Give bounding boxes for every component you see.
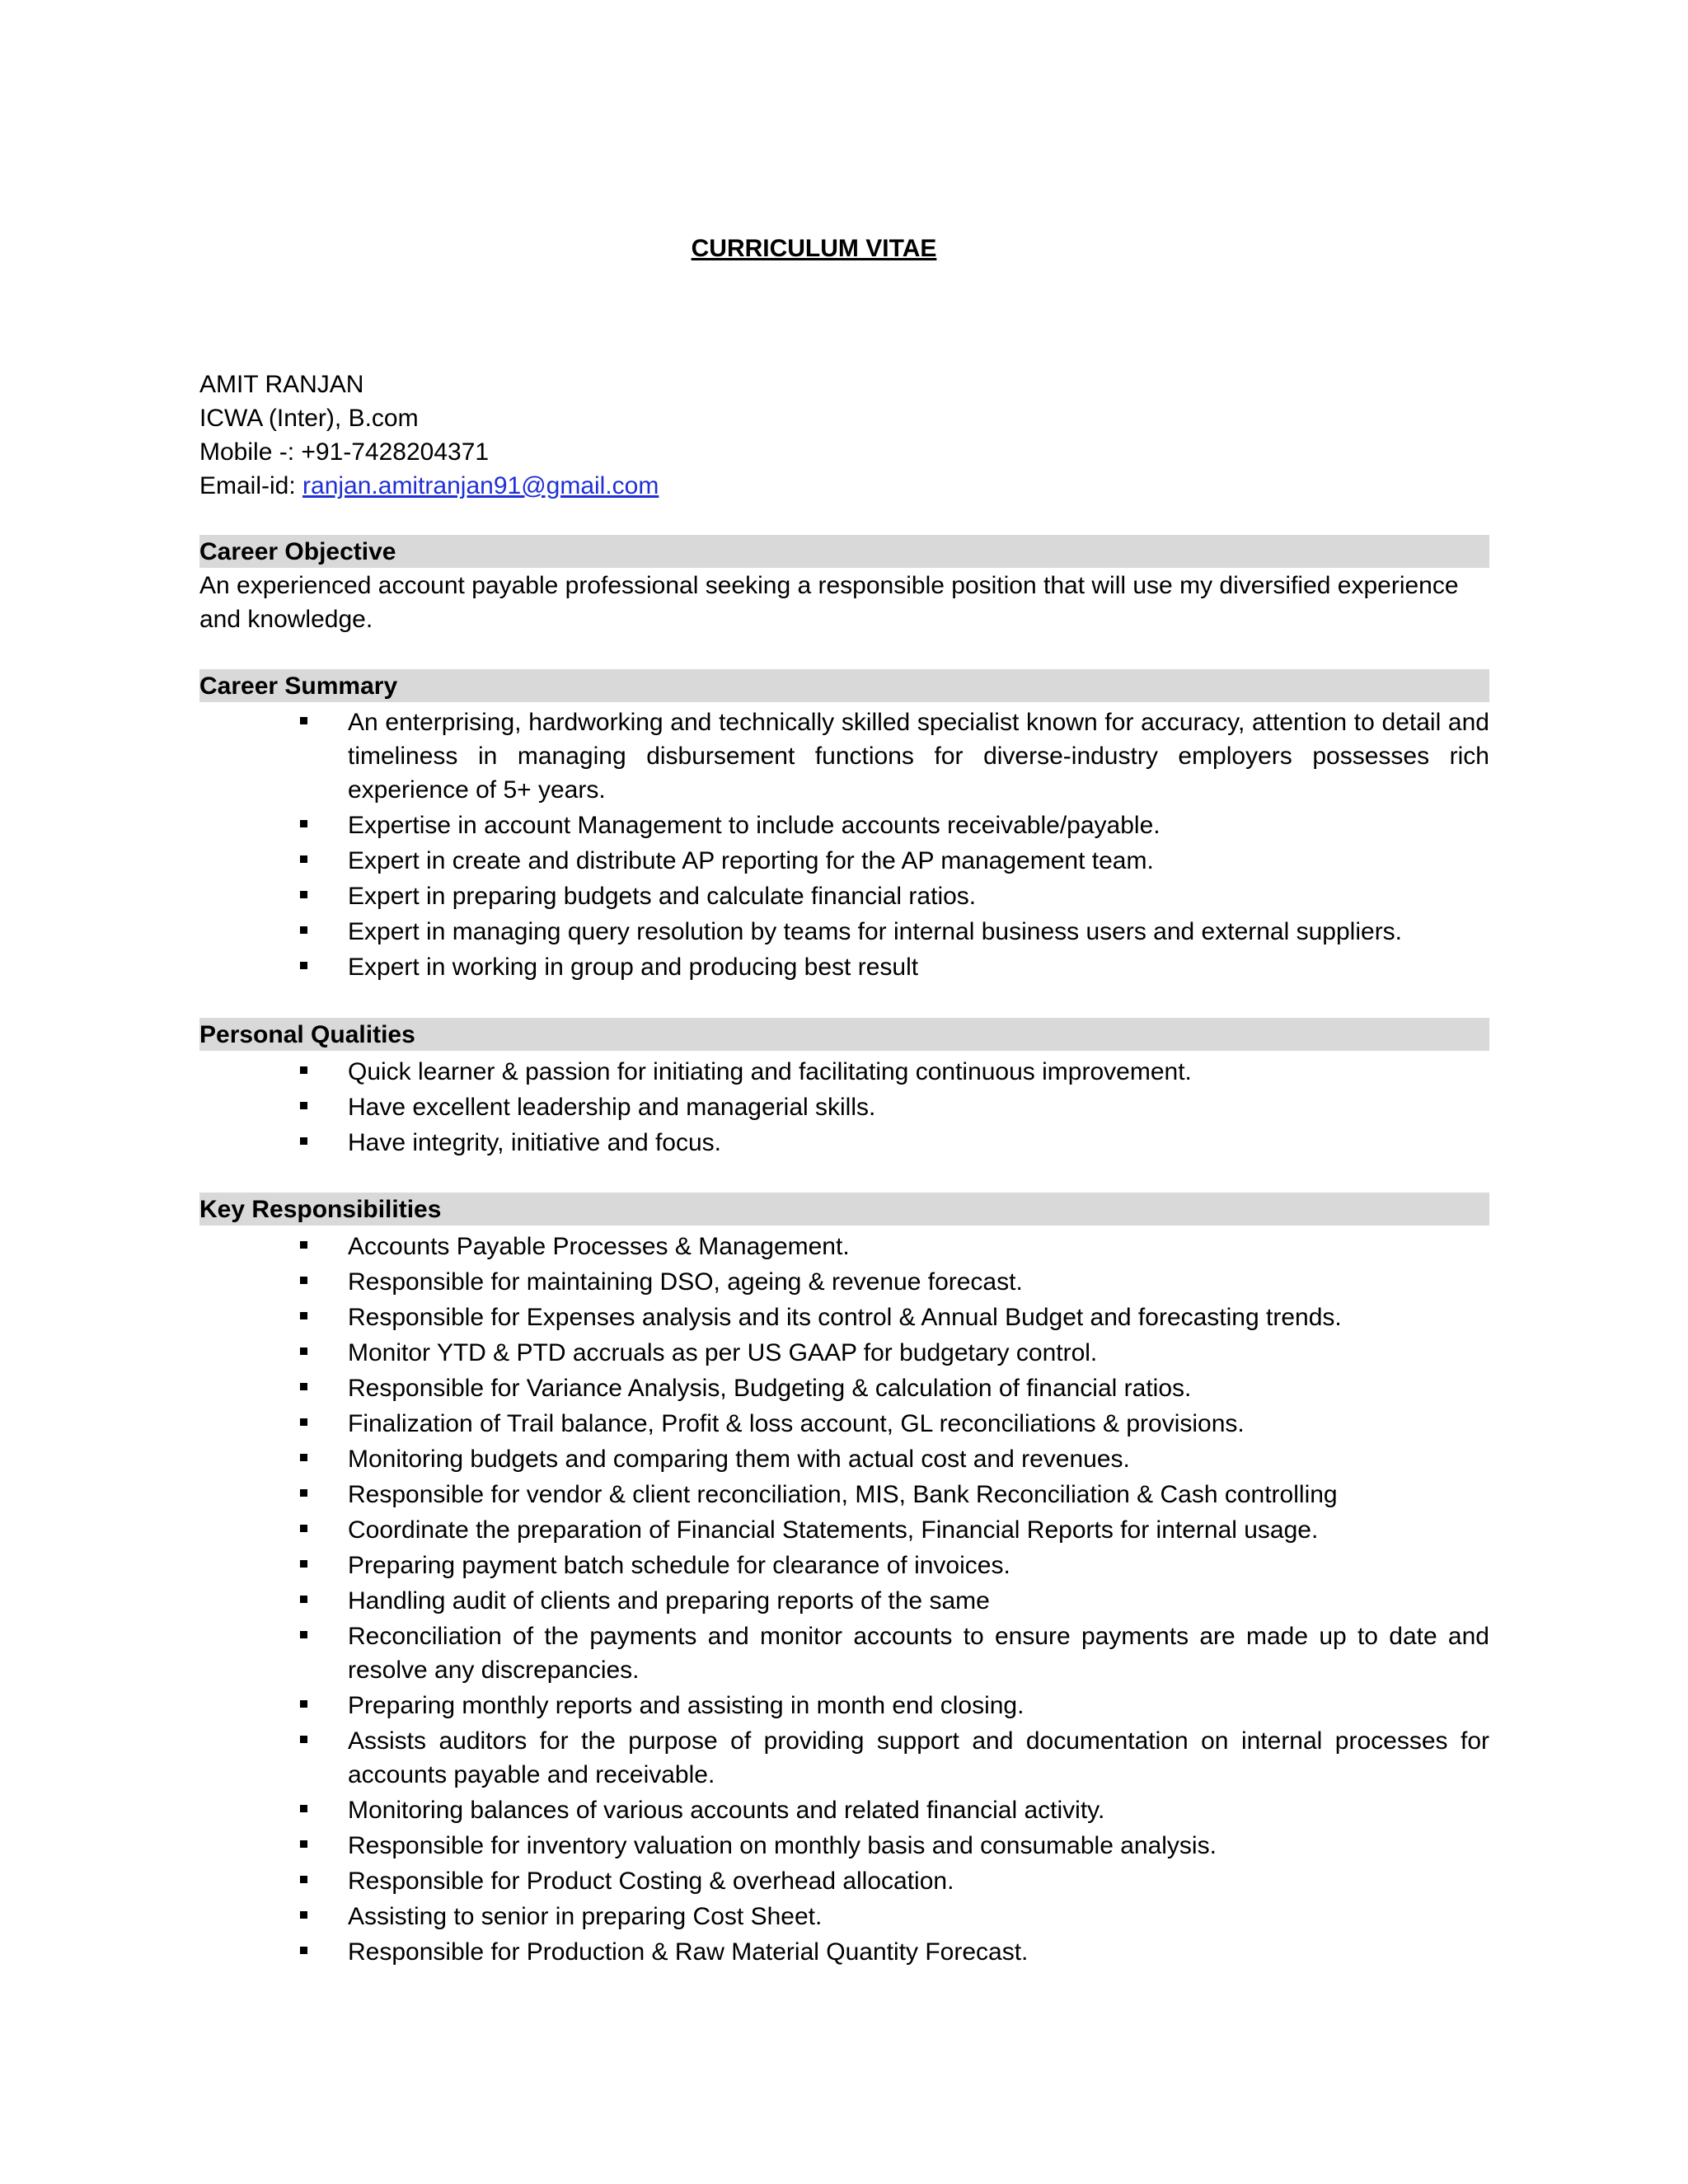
bullet-icon (300, 1277, 307, 1284)
bullet-icon (300, 891, 307, 898)
list-item-text: Expertise in account Management to include accounts receivable/payable. (348, 812, 1160, 839)
list-item (199, 1689, 1489, 1722)
bullet-icon (300, 1805, 307, 1812)
section-header-personal-qualities: Personal Qualities (199, 1018, 1489, 1051)
mobile-number: Mobile -: +91-7428204371 (199, 438, 490, 466)
list-item-text: Responsible for Production & Raw Material Quantity Forecast. (348, 1938, 1029, 1966)
list-item-text: Handling audit of clients and preparing reports of the same (348, 1587, 990, 1615)
bullet-icon (300, 962, 307, 969)
list-item-text: Reconciliation of the payments and monitor accounts to ensure payments are made up to date and resolve any discrepancies. (348, 1623, 1489, 1684)
bullet-icon (300, 717, 307, 724)
bullet-icon (300, 1911, 307, 1919)
list-item-text: Expert in create and distribute AP reporting for the AP management team. (348, 847, 1154, 874)
email-link[interactable]: ranjan.amitranjan91@gmail.com (302, 472, 659, 499)
list-item (199, 1230, 1489, 1263)
qualification: ICWA (Inter), B.com (199, 405, 419, 432)
list-item-text: Expert in working in group and producing best result (348, 954, 919, 981)
email-line (199, 469, 659, 503)
list-item-text: Accounts Payable Processes & Management. (348, 1233, 850, 1260)
list-item (199, 1301, 1489, 1334)
list-item-text: Responsible for inventory valuation on monthly basis and consumable analysis. (348, 1832, 1217, 1859)
list-item (199, 1336, 1489, 1370)
bullet-icon (300, 1418, 307, 1426)
list-item (199, 1829, 1489, 1863)
list-item-text: Expert in preparing budgets and calculate financial ratios. (348, 883, 977, 910)
bullet-icon (300, 1876, 307, 1883)
bullet-icon (300, 1241, 307, 1249)
personal-qualities-list (199, 1055, 1489, 1161)
list-item-text: An enterprising, hardworking and technically skilled specialist known for accuracy, attention to detail and timeliness in managing disbursement functions for diverse-industry employers possesses rich experience of 5+ years. (348, 709, 1489, 804)
list-item (199, 844, 1489, 878)
bullet-icon (300, 1947, 307, 1954)
list-item (199, 950, 1489, 984)
list-item (199, 1900, 1489, 1933)
list-item-text: Monitor YTD & PTD accruals as per US GAAP for budgetary control. (348, 1339, 1098, 1366)
list-item (199, 1407, 1489, 1441)
contact-block (199, 368, 659, 503)
email-label: Email-id: (199, 472, 303, 499)
list-item-text: Finalization of Trail balance, Profit & loss account, GL reconciliations & provisions. (348, 1410, 1245, 1437)
list-item-text: Responsible for vendor & client reconciliation, MIS, Bank Reconciliation & Cash controlling (348, 1481, 1338, 1508)
bullet-icon (300, 1489, 307, 1497)
list-item (199, 1793, 1489, 1827)
bullet-icon (300, 1347, 307, 1355)
list-item-text: Preparing payment batch schedule for clearance of invoices. (348, 1552, 1010, 1579)
list-item-text: Assists auditors for the purpose of providing support and documentation on internal processes for accounts payable and receivable. (348, 1727, 1489, 1788)
bullet-icon (300, 1137, 307, 1145)
list-item (199, 1126, 1489, 1160)
bullet-icon (300, 1066, 307, 1074)
section-header-career-summary: Career Summary (199, 669, 1489, 702)
career-summary-list (199, 705, 1489, 986)
list-item-text: Responsible for Product Costing & overhead allocation. (348, 1868, 954, 1895)
list-item (199, 879, 1489, 913)
list-item (199, 1513, 1489, 1547)
bullet-icon (300, 820, 307, 827)
list-item (199, 1442, 1489, 1476)
bullet-icon (300, 1596, 307, 1603)
list-item-text: Assisting to senior in preparing Cost Sheet. (348, 1903, 823, 1930)
list-item (199, 1265, 1489, 1299)
list-item (199, 1478, 1489, 1511)
list-item-text: Preparing monthly reports and assisting in month end closing. (348, 1692, 1025, 1719)
list-item (199, 1090, 1489, 1124)
bullet-icon (300, 1525, 307, 1532)
list-item-text: Responsible for Expenses analysis and its control & Annual Budget and forecasting trends. (348, 1304, 1342, 1331)
career-objective-text: An experienced account payable professional seeking a responsible position that will use my diversified experience and knowledge. (199, 572, 1459, 633)
list-item-text: Responsible for Variance Analysis, Budgeting & calculation of financial ratios. (348, 1375, 1192, 1402)
list-item (199, 915, 1489, 949)
list-item (199, 1584, 1489, 1618)
section-header-key-responsibilities: Key Responsibilities (199, 1193, 1489, 1226)
bullet-icon (300, 1631, 307, 1638)
list-item-text: Expert in managing query resolution by teams for internal business users and external suppliers. (348, 918, 1403, 945)
list-item (199, 1935, 1489, 1969)
bullet-icon (300, 1312, 307, 1319)
list-item-text: Have integrity, initiative and focus. (348, 1129, 722, 1156)
list-item (199, 1055, 1489, 1089)
bullet-icon (300, 1560, 307, 1568)
list-item (199, 1371, 1489, 1405)
list-item (199, 705, 1489, 807)
bullet-icon (300, 926, 307, 934)
list-item (199, 1549, 1489, 1582)
bullet-icon (300, 1736, 307, 1743)
bullet-icon (300, 855, 307, 863)
key-responsibilities-list (199, 1230, 1489, 1971)
bullet-icon (300, 1102, 307, 1109)
bullet-icon (300, 1700, 307, 1708)
bullet-icon (300, 1840, 307, 1848)
list-item (199, 808, 1489, 842)
list-item (199, 1864, 1489, 1898)
list-item-text: Quick learner & passion for initiating and facilitating continuous improvement. (348, 1058, 1192, 1085)
list-item-text: Have excellent leadership and managerial skills. (348, 1094, 876, 1121)
candidate-name: AMIT RANJAN (199, 371, 364, 398)
bullet-icon (300, 1383, 307, 1390)
list-item-text: Monitoring budgets and comparing them with actual cost and revenues. (348, 1446, 1130, 1473)
section-header-career-objective: Career Objective (199, 535, 1489, 568)
bullet-icon (300, 1454, 307, 1461)
list-item-text: Monitoring balances of various accounts and related financial activity. (348, 1797, 1105, 1824)
document-title: CURRICULUM VITAE (691, 235, 937, 262)
list-item-text: Responsible for maintaining DSO, ageing & revenue forecast. (348, 1268, 1023, 1296)
list-item-text: Coordinate the preparation of Financial Statements, Financial Reports for internal usage. (348, 1516, 1319, 1544)
list-item (199, 1724, 1489, 1792)
list-item (199, 1619, 1489, 1687)
